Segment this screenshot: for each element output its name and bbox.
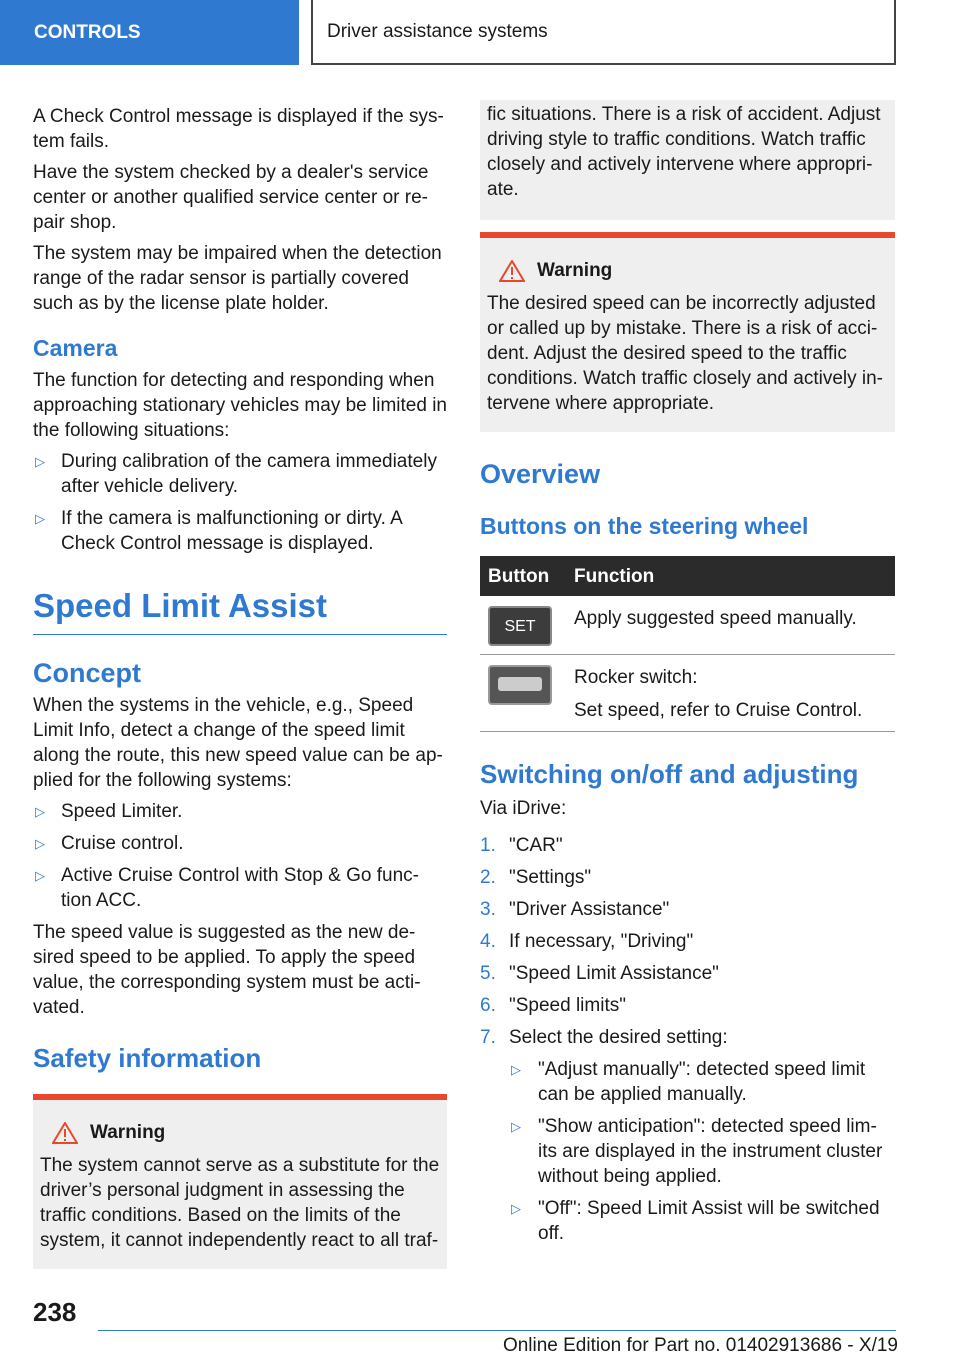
- triangle-right-icon: ▷: [35, 454, 45, 469]
- page-number: 238: [33, 1297, 77, 1327]
- column-header: Button: [480, 556, 566, 596]
- step-number: 1.: [480, 835, 496, 856]
- warning-header: [499, 258, 888, 283]
- camera-list: [33, 449, 447, 556]
- warning-box: [33, 1094, 447, 1269]
- table-row: [480, 596, 895, 655]
- table-row: [480, 655, 895, 732]
- list-item: [33, 863, 447, 913]
- list-item: [480, 865, 895, 890]
- list-item: [33, 831, 447, 856]
- function-text: Apply suggested speed manually.: [574, 608, 857, 629]
- list-item-text: During calibration of the camera immediately after vehicle delivery.: [61, 451, 437, 497]
- table-header-row: [480, 556, 895, 596]
- list-item: [33, 506, 447, 556]
- page-header-title: Driver assistance systems: [311, 0, 896, 65]
- list-item-text: Active Cruise Control with Stop & Go func‐tion ACC.: [61, 865, 419, 911]
- warning-text: The desired speed can be incorrectly adjusted or called up by mistake. There is a risk of acci‐dent. Adjust the desired speed to the traffic conditions. Watch traffic closely and actively in‐tervene where appropriate.: [487, 293, 884, 414]
- triangle-right-icon: ▷: [511, 1201, 521, 1216]
- function-cell: [566, 655, 895, 732]
- step-number: 5.: [480, 963, 496, 984]
- list-item-text: "Show anticipation": detected speed lim‐its are displayed in the instrument cluster without being applied.: [538, 1116, 883, 1187]
- function-cell: [566, 596, 895, 655]
- intro-paragraph: The system may be impaired when the detection range of the radar sensor is partially covered such as by the license plate holder.: [33, 243, 442, 314]
- warning-continuation-box: [480, 100, 895, 220]
- safety-heading: Safety information: [33, 1043, 262, 1073]
- warning-box: [480, 232, 895, 432]
- list-item: [509, 1196, 895, 1246]
- step-number: 7.: [480, 1027, 496, 1048]
- step-text: "CAR": [509, 835, 563, 856]
- setting-options-list: [509, 1057, 895, 1246]
- warning-label: Warning: [537, 260, 613, 281]
- step-number: 6.: [480, 995, 496, 1016]
- step-number: 3.: [480, 899, 496, 920]
- list-item: [480, 993, 895, 1018]
- list-item-text: Cruise control.: [61, 833, 184, 854]
- section-title: Speed Limit Assist: [33, 586, 447, 635]
- via-text: Via iDrive:: [480, 798, 567, 819]
- overview-heading: Overview: [480, 459, 601, 489]
- triangle-right-icon: ▷: [35, 511, 45, 526]
- step-text: If necessary, "Driving": [509, 931, 694, 952]
- set-button-icon: SET: [488, 606, 552, 646]
- section-tab: CONTROLS: [0, 0, 299, 65]
- step-number: 2.: [480, 867, 496, 888]
- triangle-right-icon: ▷: [35, 868, 45, 883]
- left-column: [33, 104, 447, 1269]
- list-item: [33, 799, 447, 824]
- buttons-heading: Buttons on the steering wheel: [480, 513, 809, 539]
- warning-label: Warning: [90, 1122, 166, 1143]
- concept-list: [33, 799, 447, 913]
- intro-paragraph: Have the system checked by a dealer's service center or another qualified service center or re‐pair shop.: [33, 162, 429, 233]
- camera-heading: Camera: [33, 335, 118, 361]
- warning-triangle-icon: [499, 260, 525, 282]
- warning-header: [52, 1120, 440, 1145]
- function-text: Rocker switch:: [574, 667, 698, 688]
- step-text: "Driver Assistance": [509, 899, 670, 920]
- list-item: [509, 1114, 895, 1189]
- function-text: Set speed, refer to Cruise Control.: [574, 700, 863, 721]
- right-column: [480, 104, 895, 1253]
- footer-edition-text: Online Edition for Part no. 01402913686 - X/19: [502, 1335, 898, 1356]
- list-item: [480, 897, 895, 922]
- button-cell: [480, 596, 566, 655]
- warning-continuation-text: fic situations. There is a risk of accident. Adjust driving style to traffic conditions. Watch traffic closely and actively intervene where appropri‐ate.: [487, 104, 881, 200]
- concept-text: When the systems in the vehicle, e.g., Speed Limit Info, detect a change of the speed limit along the route, this new speed value can be ap‐plied for the following systems:: [33, 695, 443, 791]
- triangle-right-icon: ▷: [511, 1119, 521, 1134]
- list-item: [480, 961, 895, 986]
- triangle-right-icon: ▷: [35, 804, 45, 819]
- concept-after-text: The speed value is suggested as the new de‐sired speed to be applied. To apply the speed value, the corresponding system must be acti‐vated.: [33, 922, 421, 1018]
- triangle-right-icon: ▷: [511, 1062, 521, 1077]
- step-text: "Settings": [509, 867, 592, 888]
- list-item: [480, 833, 895, 858]
- step-text: "Speed limits": [509, 995, 626, 1016]
- steps-list: [480, 833, 895, 1246]
- warning-triangle-icon: [52, 1122, 78, 1144]
- footer-divider: [98, 1330, 896, 1331]
- column-header: Function: [566, 556, 895, 596]
- step-text: "Speed Limit Assistance": [509, 963, 719, 984]
- step-text: Select the desired setting:: [509, 1027, 728, 1048]
- buttons-table: [480, 556, 895, 732]
- list-item: [509, 1057, 895, 1107]
- warning-text: The system cannot serve as a substitute for the driver’s personal judgment in assessing the traffic conditions. Based on the limits of the system, it cannot independently react to all traf‐: [40, 1155, 440, 1251]
- switching-heading: Switching on/off and adjusting: [480, 759, 859, 789]
- list-item-text: Speed Limiter.: [61, 801, 183, 822]
- list-item: [33, 449, 447, 499]
- camera-text: The function for detecting and responding when approaching stationary vehicles may be limited in the following situations:: [33, 370, 447, 441]
- list-item-text: "Adjust manually": detected speed limit can be applied manually.: [538, 1059, 866, 1105]
- list-item-text: If the camera is malfunctioning or dirty. A Check Control message is displayed.: [61, 508, 402, 554]
- triangle-right-icon: ▷: [35, 836, 45, 851]
- intro-paragraph: A Check Control message is displayed if the sys‐tem fails.: [33, 106, 444, 152]
- step-number: 4.: [480, 931, 496, 952]
- list-item: [480, 1025, 895, 1246]
- list-item: [480, 929, 895, 954]
- rocker-switch-icon: [488, 665, 552, 705]
- list-item-text: "Off": Speed Limit Assist will be switched off.: [538, 1198, 880, 1244]
- concept-heading: Concept: [33, 658, 141, 688]
- button-cell: [480, 655, 566, 732]
